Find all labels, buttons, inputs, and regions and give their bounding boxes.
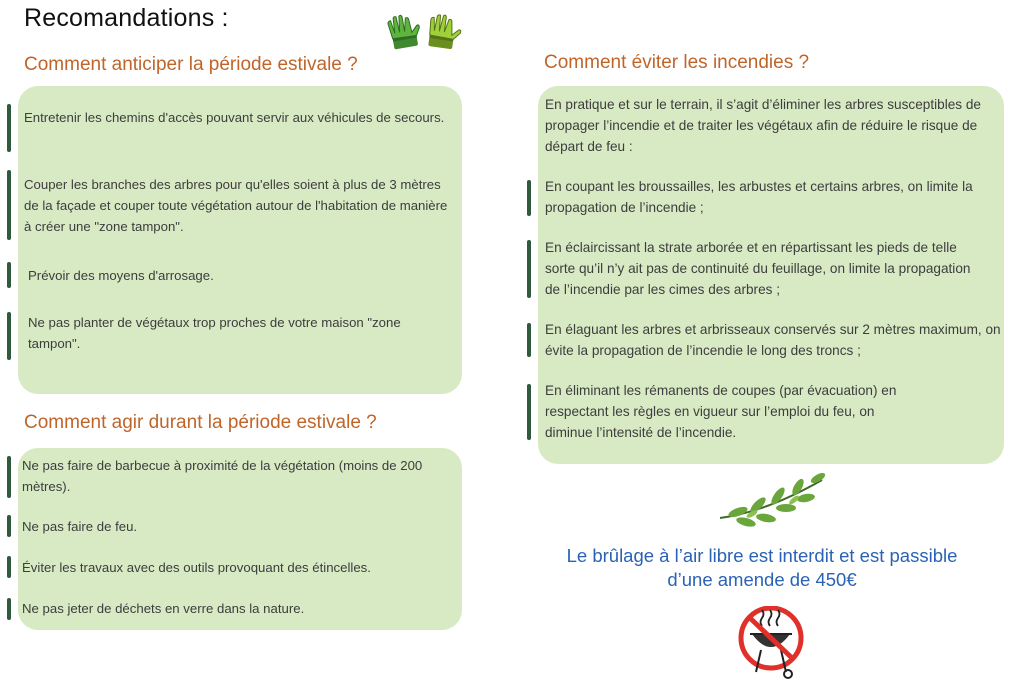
page-title: Recomandations : (24, 4, 229, 32)
bullet-bar (7, 556, 11, 578)
list-item: Ne pas planter de végétaux trop proches de votre maison "zone tampon". (28, 315, 401, 351)
bullet-bar (527, 240, 531, 298)
notice-line-1: Le brûlage à l’air libre est interdit et est passible (566, 545, 958, 566)
list-item: En éliminant les rémanents de coupes (par évacuation) en respectant les règles en vigueur sur l’emploi du feu, on diminue l’intensité de l’incendie. (545, 383, 897, 440)
list-item: Prévoir des moyens d'arrosage. (28, 268, 214, 283)
bullet-bar (7, 170, 11, 240)
bullet-bar (7, 515, 11, 537)
notice-line-2: d’une amende de 450€ (667, 569, 857, 590)
list-item: Ne pas faire de feu. (22, 519, 138, 534)
section-title-anticipate: Comment anticiper la période estivale ? (24, 54, 358, 75)
section-title-fires: Comment éviter les incendies ? (544, 52, 810, 73)
list-item: Entretenir les chemins d'accès pouvant servir aux véhicules de secours. (24, 110, 445, 125)
olive-branch-icon (716, 472, 828, 532)
bullet-bar (527, 384, 531, 440)
list-item: Ne pas jeter de déchets en verre dans la nature. (22, 601, 305, 616)
list-item: Couper les branches des arbres pour qu'elles soient à plus de 3 mètres de la façade et couper toute végétation autour de l'habitation de manière à créer une "zone tampon". (24, 177, 448, 234)
fires-intro: En pratique et sur le terrain, il s’agit d’éliminer les arbres susceptibles de propager l’incendie et de traiter les végétaux afin de réduire le risque de départ de feu : (545, 97, 981, 154)
bullet-bar (7, 104, 11, 152)
bullet-bar (527, 323, 531, 357)
section-title-during: Comment agir durant la période estivale ? (24, 412, 377, 433)
bullet-bar (7, 456, 11, 498)
list-item: Éviter les travaux avec des outils provoquant des étincelles. (22, 560, 371, 575)
list-item: En élaguant les arbres et arbrisseaux conservés sur 2 mètres maximum, on évite la propagation de l’incendie le long des troncs ; (545, 322, 1001, 358)
no-barbecue-icon (732, 606, 812, 682)
list-item: Ne pas faire de barbecue à proximité de la végétation (moins de 200 mètres). (22, 458, 423, 494)
gloves-icon (382, 12, 468, 54)
bullet-bar (7, 598, 11, 620)
bullet-bar (527, 180, 531, 216)
list-item: En coupant les broussailles, les arbustes et certains arbres, on limite la propagation de l’incendie ; (545, 179, 973, 215)
bullet-bar (7, 262, 11, 288)
bullet-bar (7, 312, 11, 360)
list-item: En éclaircissant la strate arborée et en répartissant les pieds de telle sorte qu’il n’y ait pas de continuité du feuillage, on limite la propagation de l’incendie par les cimes des arbres ; (545, 240, 971, 297)
burning-ban-notice (500, 544, 1024, 592)
